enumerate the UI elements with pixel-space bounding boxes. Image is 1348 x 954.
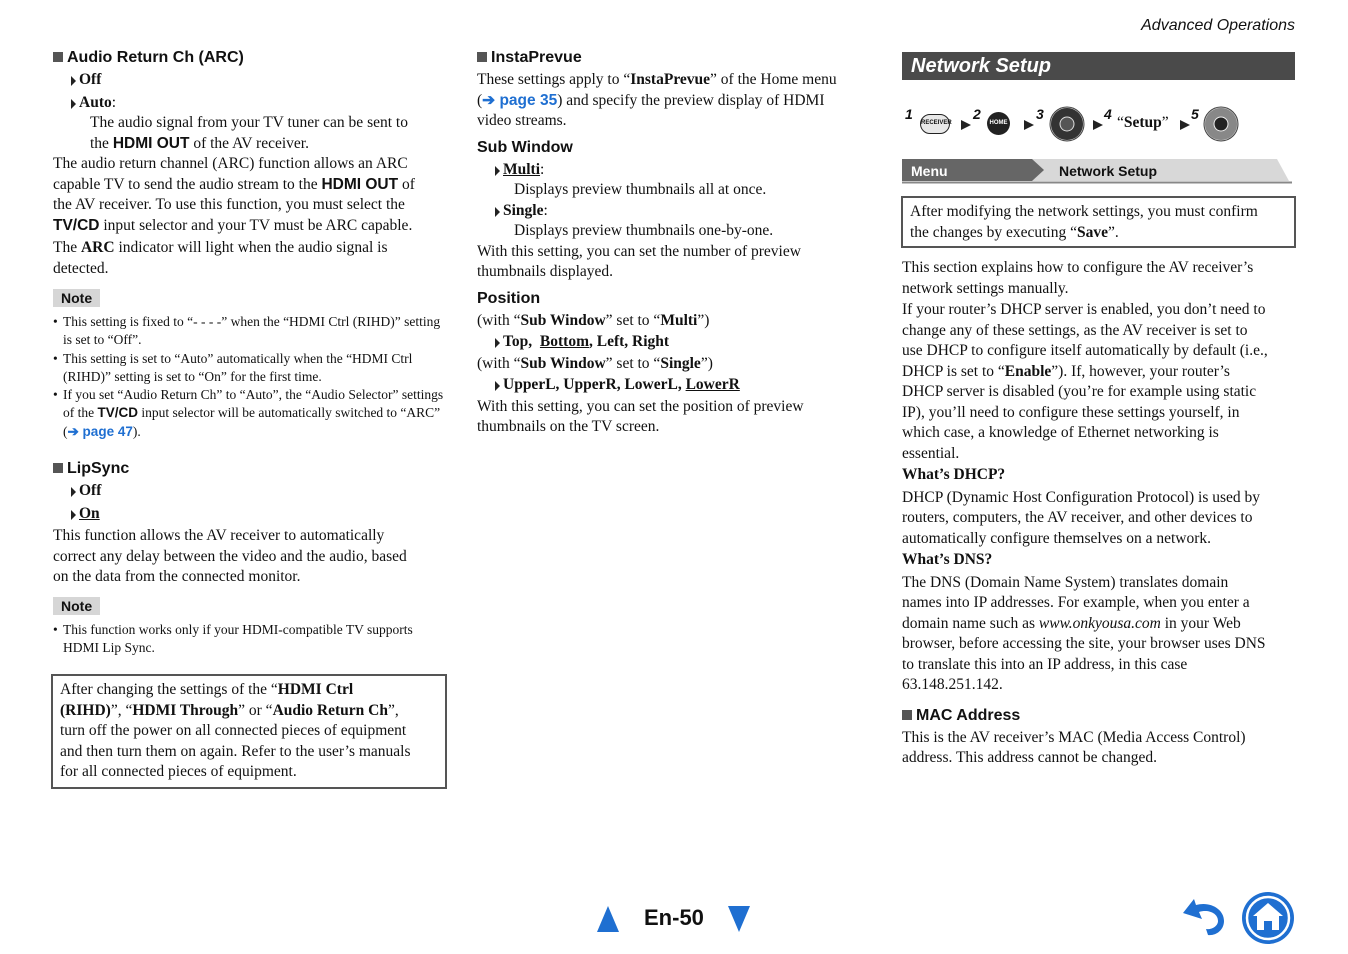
- home-button-icon: HOME: [987, 112, 1010, 135]
- position-options-multi: Top, Bottom, Left, Right: [477, 332, 872, 353]
- dhcp-paragraph: If your router’s DHCP server is enabled, you don’t need to change any of these settings, as the AV receiver is set to use DHCP to configure itself automatically by default (i.e., DHCP is set to “Enable”). If, however, your router’s DHCP server is disabled (you’re for example using static IP), you’ll need to configure these settings yourself, in which case, a knowledge of Ethernet networking is essential.: [902, 301, 1268, 462]
- note-item: • This setting is fixed to “- - - -” when the “HDMI Ctrl (RIHD)” setting is set to “Off”.: [53, 313, 448, 350]
- menu-item-network-setup: Network Setup: [1059, 163, 1158, 179]
- position-options-single: UpperL, UpperR, LowerL, LowerR: [477, 375, 872, 396]
- previous-page-icon[interactable]: [596, 905, 620, 933]
- subwin-body: With this setting, you can set the number of preview thumbnails displayed.: [477, 242, 801, 280]
- step-number: 3: [1036, 106, 1044, 122]
- section-title-arc: Audio Return Ch (ARC): [53, 48, 448, 68]
- note-item: • If you set “Audio Return Ch” to “Auto”, the “Audio Selector” settings of the TV/CD input selector will be automatically switched to “ARC” (➔ page 47).: [53, 386, 448, 441]
- hdmi-warning-box: After changing the settings of the “HDMI Ctrl (RIHD)”, “HDMI Through” or “Audio Return Ch”, turn off the power on all connected pieces of equipment and then turn them on again. Refer to the user’s manuals for all connected pieces of equipment.: [51, 674, 447, 789]
- arc-body: The audio return channel (ARC) function allows an ARC capable TV to send the audio stream to the HDMI OUT of the AV receiver. To use this function, you must select the TV/CD input selector and your TV must be ARC capable.: [53, 155, 415, 234]
- arc-indicator-text: The ARC indicator will light when the audio signal is detected.: [53, 239, 388, 277]
- directional-pad-icon: [1049, 106, 1085, 142]
- subsection-position: Position: [477, 289, 541, 307]
- network-intro: This section explains how to configure the AV receiver’s network settings manually.: [902, 259, 1254, 297]
- step-number: 4: [1104, 106, 1112, 122]
- mac-body: This is the AV receiver’s MAC (Media Access Control) address. This address cannot be changed.: [902, 728, 1246, 766]
- arc-notes: [53, 313, 448, 441]
- auto-description: The audio signal from your TV tuner can be sent to the HDMI OUT of the AV receiver.: [90, 114, 408, 152]
- position-multi-condition: (with “Sub Window” set to “Multi”): [477, 311, 710, 329]
- receiver-button-icon: RECEIVER: [920, 114, 950, 134]
- steps-row: [902, 100, 1295, 145]
- step-number: 5: [1191, 106, 1199, 122]
- option-off: Off: [53, 481, 448, 502]
- right-column-body: [902, 258, 1297, 769]
- position-body: With this setting, you can set the position of preview thumbnails on the TV screen.: [477, 397, 804, 435]
- note-item: • This setting is set to “Auto” automatically when the “HDMI Ctrl (RIHD)” setting is set to “On” for the first time.: [53, 350, 448, 387]
- square-bullet-icon: [53, 52, 63, 62]
- arrow-right-icon: [1024, 120, 1034, 130]
- arrow-right-icon: [1180, 120, 1190, 130]
- dns-answer: The DNS (Domain Name System) translates domain names into IP addresses. For example, when you enter a domain name such as www.onkyousa.com in your Web browser, before accessing the site, your browser uses DNS to translate this into an IP address, in this case 63.148.251.142.: [902, 573, 1266, 693]
- arrow-right-icon: [961, 120, 971, 130]
- lipsync-body: This function allows the AV receiver to automatically correct any delay between the video and the audio, based on the data from the connected monitor.: [53, 527, 407, 586]
- menu-label: Menu: [911, 163, 948, 179]
- setup-menu-label: “Setup”: [1117, 114, 1169, 131]
- option-auto: Auto:: [53, 93, 448, 114]
- option-on: On: [53, 504, 448, 525]
- back-icon[interactable]: [1180, 897, 1228, 939]
- instaprevue-intro: These settings apply to “InstaPrevue” of the Home menu (➔ page 35) and specify the preview display of HDMI video streams.: [477, 71, 837, 129]
- square-bullet-icon: [53, 463, 63, 473]
- section-title-mac: MAC Address: [902, 706, 1297, 726]
- note-label: Note: [53, 289, 100, 307]
- middle-column: [477, 48, 872, 438]
- step-number: 1: [905, 106, 913, 122]
- single-description: Displays preview thumbnails one-by-one.: [514, 222, 774, 239]
- section-title-lipsync: LipSync: [53, 459, 448, 479]
- square-bullet-icon: [477, 52, 487, 62]
- next-page-icon[interactable]: [727, 905, 751, 933]
- page-47-link[interactable]: ➔ page 47: [67, 423, 133, 439]
- position-single-condition: (with “Sub Window” set to “Single”): [477, 354, 713, 372]
- network-setup-title: Network Setup: [902, 52, 1295, 80]
- page-35-link[interactable]: ➔ page 35: [482, 91, 558, 109]
- option-multi: Multi:: [477, 160, 872, 181]
- save-notice-box: After modifying the network settings, you must confirm the changes by executing “Save”.: [901, 196, 1296, 248]
- section-title-instaprevue: InstaPrevue: [477, 48, 872, 68]
- enter-button-icon: [1203, 106, 1239, 142]
- dhcp-answer: DHCP (Dynamic Host Configuration Protocol) is used by routers, computers, the AV receiver, and other devices to automatically configure themselves on a network.: [902, 488, 1261, 547]
- home-icon[interactable]: [1241, 891, 1295, 945]
- page-number: En-50: [644, 905, 704, 930]
- dhcp-question: What’s DHCP?: [902, 466, 1006, 483]
- note-item: • This function works only if your HDMI-compatible TV supports HDMI Lip Sync.: [53, 621, 448, 658]
- arrow-right-icon: [1093, 120, 1103, 130]
- lipsync-notes: [53, 621, 448, 658]
- section-header: Advanced Operations: [1141, 17, 1295, 34]
- multi-description: Displays preview thumbnails all at once.: [514, 181, 767, 198]
- subsection-sub-window: Sub Window: [477, 138, 573, 156]
- square-bullet-icon: [902, 710, 912, 720]
- step-number: 2: [973, 106, 981, 122]
- note-label: Note: [53, 597, 100, 615]
- left-column: [53, 48, 448, 657]
- dns-question: What’s DNS?: [902, 551, 993, 568]
- option-single: Single:: [477, 201, 872, 222]
- option-off: Off: [53, 70, 448, 91]
